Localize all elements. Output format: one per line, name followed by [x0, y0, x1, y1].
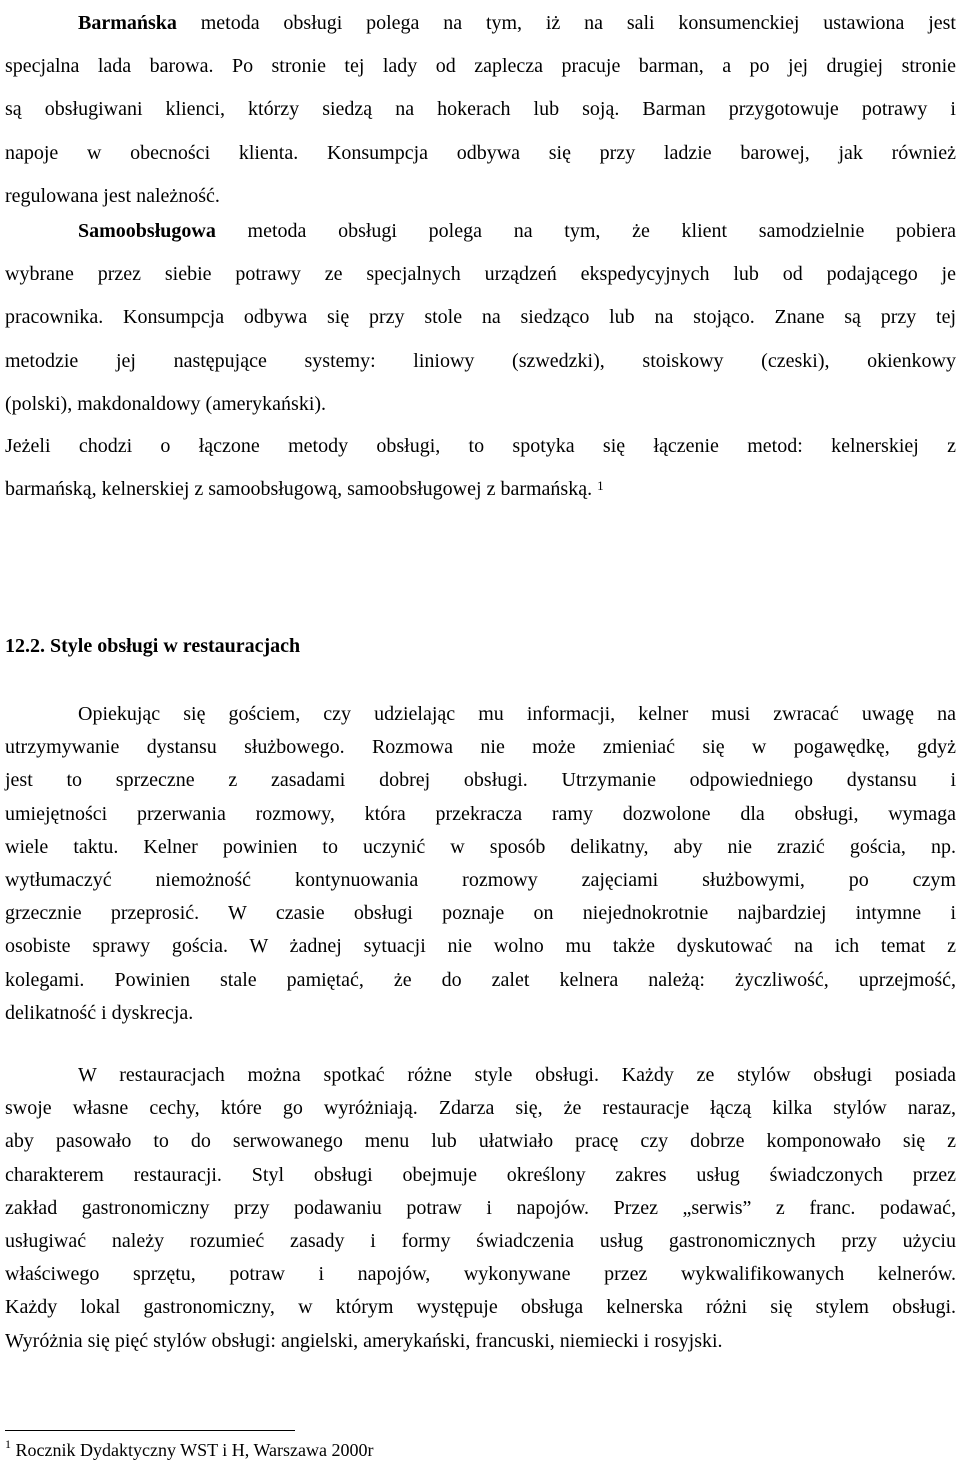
text-line: jest to sprzeczne z zasadami dobrej obsługi. Utrzymanie odpowiedniego dystansu i	[5, 769, 956, 792]
footnote-reference[interactable]: 1	[597, 478, 604, 494]
text-line: osobiste sprawy gościa. W żadnej sytuacji nie wolno mu także dyskutować na ich temat z	[5, 935, 956, 958]
text-line: charakterem restauracji. Styl obsługi obejmuje określony zakres usług świadczonych przez	[5, 1163, 956, 1186]
text-line: właściwego sprzętu, potraw i napojów, wykonywane przez wykwalifikowanych kelnerów.	[5, 1263, 956, 1286]
term-bold: Samoobsługowa	[78, 220, 216, 242]
text-line: napoje w obecności klienta. Konsumpcja odbywa się przy ladzie barowej, jak również	[5, 141, 956, 164]
text-line: zakład gastronomiczny przy podawaniu potraw i napojów. Przez „serwis” z franc. podawać,	[5, 1196, 956, 1219]
paragraph-samoobslugowa	[5, 210, 956, 426]
text-line: Jeżeli chodzi o łączone metody obsługi, to spotyka się łączenie metod: kelnerskiej z	[5, 435, 956, 457]
paragraph-barmanska	[5, 2, 956, 218]
text-line: wybrane przez siebie potrawy ze specjalnych urządzeń ekspedycyjnych lub od podającego je	[5, 263, 956, 286]
text-line: (polski), makdonaldowy (amerykański).	[5, 392, 327, 415]
paragraph-style-obslugi	[5, 1059, 956, 1358]
footnote-divider	[5, 1430, 295, 1431]
footnote-text: Rocznik Dydaktyczny WST i H, Warszawa 2000r	[11, 1440, 374, 1460]
text-line: kolegami. Powinien stale pamiętać, że do zalet kelnera należą: życzliwość, uprzejmość,	[5, 968, 956, 991]
text-line: Wyróżnia się pięć stylów obsługi: angielski, amerykański, francuski, niemiecki i rosyjski.	[5, 1329, 723, 1352]
text-line: są obsługiwani klienci, którzy siedzą na hokerach lub soją. Barman przygotowuje potrawy i	[5, 98, 956, 121]
text-line: wiele taktu. Kelner powinien to uczynić w sposób delikatny, aby nie zrazić gościa, np.	[5, 835, 956, 858]
text-line: wytłumaczyć niemożność kontynuowania rozmowy zajęciami służbowymi, po czym	[5, 869, 956, 892]
text-line: aby pasowało to do serwowanego menu lub ułatwiało pracę czy dobrze komponowało się z	[5, 1130, 956, 1153]
text-line: delikatność i dyskrecja.	[5, 1001, 194, 1024]
text-line: umiejętności przerwania rozmowy, która przekracza ramy dozwolone dla obsługi, wymaga	[5, 802, 956, 825]
text-line: usługiwać należy rozumieć zasady i formy świadczenia usług gastronomicznych przy użyciu	[5, 1230, 956, 1253]
text-line: W restauracjach można spotkać różne style obsługi. Każdy ze stylów obsługi posiada	[78, 1064, 956, 1086]
text-line: regulowana jest należność.	[5, 184, 220, 207]
text-line: grzecznie przeprosić. W czasie obsługi poznaje on niejednokrotnie najbardziej intymne i	[5, 902, 956, 925]
text-line: Opiekując się gościem, czy udzielając mu informacji, kelner musi zwracać uwagę na	[78, 703, 956, 725]
text-line: swoje własne cechy, które go wyróżniają. Zdarza się, że restauracje łączą kilka stylów naraz,	[5, 1097, 956, 1120]
section-heading: 12.2. Style obsługi w restauracjach	[5, 635, 301, 657]
term-bold: Barmańska	[78, 12, 177, 34]
text-line: specjalna lada barowa. Po stronie tej lady od zaplecza pracuje barman, a po jej drugiej stronie	[5, 55, 956, 78]
footnote-marker: 1	[5, 1437, 11, 1451]
text-line: barmańską, kelnerskiej z samoobsługową, samoobsługowej z barmańską. $^1$	[5, 478, 604, 501]
text-line: pracownika. Konsumpcja odbywa się przy stole na siedząco lub na stojąco. Znane są przy tej	[5, 306, 956, 329]
text-line: metodzie jej następujące systemy: liniowy (szwedzki), stoiskowy (czeski), okienkowy	[5, 349, 956, 372]
paragraph-opiekujac	[5, 698, 956, 1030]
footnote	[5, 1437, 374, 1461]
text-line: Każdy lokal gastronomiczny, w którym występuje obsługa kelnerska różni się stylem obsługi.	[5, 1296, 956, 1319]
text-line: Barmańska metoda obsługi polega na tym, iż na sali konsumenckiej ustawiona jest	[78, 12, 956, 34]
text-line: Samoobsługowa metoda obsługi polega na tym, że klient samodzielnie pobiera	[78, 220, 956, 242]
text-line: utrzymywanie dystansu służbowego. Rozmowa nie może zmieniać się w pogawędkę, gdyż	[5, 736, 956, 759]
paragraph-laczone-metody	[5, 425, 956, 511]
